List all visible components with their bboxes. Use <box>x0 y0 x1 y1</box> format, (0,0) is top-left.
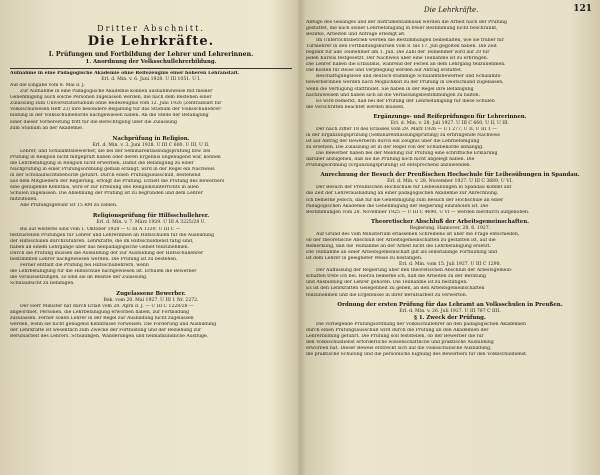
text-block-1 <box>10 71 292 132</box>
text-line: Anrechnung der Besuch der Preußischen Hochschule für Leibesübungen in Spandau. <box>320 172 580 179</box>
text-line: Religionsprüfung für Hilfsschullehrer. <box>92 213 210 220</box>
text-line: Alle Prüfungsgebühr ist 15 RM zu zahlen. <box>20 203 118 209</box>
text-line: Lehrerbildung geführt. Die Prüfung soll feststellen, ob der Bewerber die für <box>306 333 484 339</box>
text-line: Zulassung zum Universitätsstudium ohne Reifezeugnis vom 12. Juni 1926 (Zentralblatt für <box>10 101 222 107</box>
text-block-3 <box>306 114 594 170</box>
text-line: Die Kosten für Reise und Verpflegung werden auf Antrag erstattet. <box>306 68 463 74</box>
text-line: in der Ergänzungsprüfung (Seminarentlassungsprüfung) zu erbringende Nachweis <box>306 132 500 138</box>
text-line: die Zeit der Lehrerausbildung an einer pädagogischen Akademie zur Anrechnung. <box>306 191 499 197</box>
text-line: Schulaufsicht zu befähigen. <box>10 280 75 286</box>
text-line: Im Unterrichtsbetrieb werden die Bestimmungen beibehalten, wie sie früher für <box>316 38 504 44</box>
text-line: in der Schulaufsichtsbehörde geführt. Durch einen Prüfungsausschuß, bestehend <box>10 173 201 179</box>
text-line: Die vorliegende Prüfungsordnung der Volksschullehrer an den pädagogischen Akademien <box>316 321 526 327</box>
text-line: Nachprüfung in Religion. <box>112 135 190 142</box>
text-line: die Lehrbefähigung in Religion nicht erwerben. Damit die Befähigung zu einer <box>10 160 194 166</box>
text-block-2 <box>306 74 594 110</box>
text-line: Ergänzungs- und Reifeprüfungen für Lehrerinnen. <box>373 113 527 120</box>
text-block-2 <box>10 136 292 210</box>
abschnitt-heading: Dritter Abschnitt. <box>97 24 205 33</box>
right-page <box>306 0 594 475</box>
text-line: der Hilfsschulen durchzuführen. Lehrkräfte, die im Hilfsschuldienst tätig sind, <box>10 238 194 244</box>
text-line: Erl. d. Min. v. 26. Juli 1927. U III 787 C IIII. <box>399 308 501 314</box>
text-line: Es wird bemerkt, daß bei der Prüfung der Lehrbefähigung für diese Schulen <box>316 98 495 104</box>
text-line: Berufsarbeit des Lehrers. Schulungen, Wanderungen und heimatkundliche Ausflüge. <box>10 334 209 340</box>
text-line: beginnt für alle Teilnehmer am 1. Juli. Die Zahl der Teilnehmer wird auf 20 für <box>306 50 490 56</box>
text-line: die Lehrbefähigung für die Hilfsschule nachgewiesen ist. Erfüllen die Bewerber <box>10 268 197 274</box>
text-line: bestimmten Lehrer nachgewiesen werden. Die Prüfung ist zu bestehen. <box>10 256 178 262</box>
text-block-3 <box>10 213 292 287</box>
text-line: Erl. d. Min. v. 7. März 1929. U III A 3225/28 U. <box>96 220 206 226</box>
text-line: Auf Grund des vom Ministerium erlassenen Schreibens ist über die Frage entschieden, <box>316 231 520 237</box>
text-line: ist dem Lehrer in geeigneter Weise zu bestätigen. <box>306 256 423 262</box>
text-line: mitzuteilen. <box>10 197 38 203</box>
text-line: Erl. d. Min. v. 3. Juni 1928. U III C 600. U III, U II. <box>92 142 210 148</box>
text-line: angeordnet, Personen, die Lehrbefähigung erworben haben, zur Fortbildung <box>10 310 190 316</box>
text-line: bewerberinnen werden nach Möglichkeit zu der Prüfung in Deutschland zugelassen, <box>306 80 504 86</box>
text-line: Ordnung der ersten Prüfung für das Lehramt an Volksschulen in Preußen. <box>337 301 563 308</box>
text-line: die Voraussetzungen, so sind sie im Besitze der Zulassung. <box>10 274 148 280</box>
text-line: erworben hat. Dieser Beweis erstreckt sich auf die volksschulische Ausbildung, <box>306 345 492 351</box>
text-line: eine genügende Kenntnis, wird er zur Erteilung des Religionsunterrichts in allen <box>10 185 199 191</box>
running-header <box>306 4 594 16</box>
text-line: Regierung. Hannover, 28. 6. 1927. <box>409 225 491 231</box>
text-line: Erl. d. Min. v. 28. Juli 1927. U III C 660, U II, U III. <box>390 120 510 126</box>
text-line: Pädagogischen Akademie die Genehmigung der Regierung einzuholen ist. Die <box>306 203 489 209</box>
page-number: 121 <box>573 4 592 14</box>
text-line: Genehmigung auch solche Personen zugelassen werden, die nach dem Bestehen einer <box>10 95 212 101</box>
subsection-heading: 1. Anordnung der Volksschullehrerbildung. <box>85 59 217 65</box>
text-line: haben an einem Lehrgange über das heilpädagogische Gebiet teilzunehmen. <box>10 244 190 250</box>
text-line: ist auf Antrag der Bewerberin durch ein Zeugnis über die Lehrbefähigung <box>306 139 480 144</box>
left-page <box>10 0 292 475</box>
text-line: der Lehrkräfte ist wesentlich zum Zwecke der Fortbildung und der Beziehung zur <box>10 328 202 334</box>
text-line: Ich bemerke jedoch, daß für die Genehmigung zum Besuch der Hochschule an einer <box>306 197 504 203</box>
text-line: nachzuweisen und haben sich an die Verfassungsbestimmungen zu halten. <box>306 92 481 98</box>
text-line: Nachprüfung in einer Prüfungsordnung gemäß erlangt, wird in der Regel ein Nachweis <box>10 166 215 172</box>
text-block-4 <box>306 172 594 215</box>
text-line: die praktische Schulung und die persönliche Eignung des Bewerbers für den Volksschuldienst. <box>306 351 528 357</box>
text-line: ob der theoretische Abschluß der Arbeitsgemeinschaften zu gestatten ist, auf die <box>306 237 496 243</box>
text-line: die Vorschriften beachtet werden müssen. <box>306 104 405 110</box>
text-line: Die Teilnahme an einer Arbeitsgemeinschaft gilt als selbständige Fortbildung und <box>306 250 498 256</box>
text-line: Erl. d. Min. v. 6. Juni 1928. U III 1051. U I. <box>101 77 201 83</box>
text-line: Ferner entfällt die Prüfung bei Hilfsschullehrern, wenn <box>20 262 149 268</box>
text-line: Bis auf weiteres sind vom 1. Oktober 1928 — U III A 1339, U III C — <box>20 226 181 232</box>
text-line: zum Studium an der Akademie. <box>10 125 84 131</box>
text-line: Die Lehrer haben die Erlaubnis, während der Ferien an dem Lehrgang teilzunehmen. <box>306 62 506 68</box>
text-line: Durch die Prüfung müssen die Ausbildung der zur Ausbildung der Hilfsschullehrer <box>10 250 204 256</box>
text-line: Bezirke, Arbeiten und Anträge erledigt ist. <box>306 32 406 38</box>
text-line: Der Besuch der Preußischen Hochschule für Leibesübungen in Spandau kommt auf <box>316 185 512 191</box>
text-line: und Ausbildung der Lehrer gehören. Die Teilnahme ist zu bestätigen. <box>306 280 468 286</box>
text-line: Der Herr Minister hat durch Erlaß vom 28. April d. J. — U III C 1228/28 — <box>20 304 194 310</box>
chapter-title: Die Lehrkräfte. <box>87 34 215 49</box>
text-line: schaften trete ich bei. Hierzu bemerke ich, daß die Arbeiten zu der Beratung <box>306 274 486 280</box>
divider <box>10 68 292 69</box>
text-line: Der Auffassung der Regierung über den theoretischen Abschluß der Arbeitsgemein- <box>316 268 513 274</box>
text-line: gestattet, die nach seiner Lehrbefähigung in freier Bestimmung nicht beschränkt, <box>306 26 498 32</box>
text-line: Erl. d. Min. vom 15. Juli 1927. U III C 1290. <box>399 262 501 268</box>
text-line: Volksschulwesen Heft 23) ihre besondere Begabung für das Studium der Volksschullehrer- <box>10 107 222 113</box>
text-block-1 <box>306 20 594 74</box>
text-line: Abfuge des Gesanges und der Instrumentalmusik werden die Arbeit nach der Prüfung <box>306 20 507 25</box>
text-line: aus dem Mitgliedern der Regierung, erfolgt die Prüfung. Erzielt die Prüfung des Bewerbers <box>10 179 225 185</box>
text-line: Die Bewerber haben bei der Meldung zur Prüfung eine schriftliche Erklärung <box>316 151 498 157</box>
text-line: Der nach Ziffer 18 des Erlasses vom 29. März 1926 — U I 277, U II, U III 1 — <box>316 126 497 132</box>
text-line: Lehrer, und Schulamtsbewerber, die bei der Seminarentlassungsprüfung bzw. bei <box>20 148 211 154</box>
text-line: Schulen zugelassen. Die Ablehnung der Prüfung ist zu begründen und dem Lehrer <box>10 191 203 197</box>
text-block-6 <box>306 302 594 358</box>
text-line: werden, wenn sie nicht genügend Kenntnisse vorweisen. Die Förderung und Ausbildung <box>10 322 217 328</box>
text-line: zu ersetzen. Die Zulassung ist in der Regel von der Schulbehörde abhängig. <box>306 145 484 151</box>
text-line: Es ist den Lehrkräften Gelegenheit zu geben, an den Arbeitsgemeinschaften <box>306 286 485 292</box>
text-line: festzustellen Prüfungen für Lehrer und Lehrerinnen an Hilfsschulen für die Ausbildung <box>10 232 215 238</box>
text-line: Turnlehrer in den Fortbildungskursen vom 8. bis 17. Juli gegolten haben. Die Zeit <box>306 44 497 50</box>
text-line: § 1. Zweck der Prüfung. <box>414 314 486 321</box>
text-line: Bestimmungen vom 28. November 1925 — U III C 4690, U VI — werden hierdurch aufgehoben. <box>306 209 530 215</box>
text-line: Auf die Eingabe vom 8. Mai d. J. <box>10 83 85 89</box>
text-line: zuzulassen. Ferner sollen Lehrer in der Regel zur Ausbildung nicht zugelassen <box>10 316 194 322</box>
text-line: den Volksschuldienst erforderliche wissenschaftliche und praktische Ausbildung <box>306 339 494 345</box>
text-line: Prüfungsordnung (Ergänzungsprüfung) ist entsprechend anzuwenden. <box>306 163 472 169</box>
text-block-4 <box>10 291 292 340</box>
text-line: Theoretischer Abschluß der Arbeitsgemeinschaften. <box>370 218 530 225</box>
text-line: teilzunehmen und die Ergebnisse in ihrer Berufsarbeit zu verwerten. <box>306 292 468 298</box>
text-line: einer dieser Vorbereitung tritt für die Berechtigung über die Zulassung <box>10 119 177 125</box>
text-block-5 <box>306 219 594 299</box>
text-line: Erl. d. Min. v. 28. November 1927. U III C 3689, U VI. <box>387 179 513 185</box>
text-line: darüber abzugeben, daß sie die Prüfung noch nicht abgelegt haben. Die <box>306 157 475 163</box>
text-line: Beschäftigungslose und deutsch-stämmige Schulamtsbewerber und Schulamts- <box>316 74 502 80</box>
text-line: Prüfung in Religion nicht mitgeprüft haben oder deren Ergebnis ungenügend war, können <box>10 154 221 160</box>
text-line: Bemerkung, daß die Teilnahme an der Arbeit nicht die Lehrbefähigung ersetzt. <box>306 243 491 249</box>
text-line: jeden Kursus festgesetzt. Der Nachweis über eine Teilnahme ist zu erbringen. <box>306 56 489 62</box>
section-heading: I. Prüfungen und Fortbildung der Lehrer und Lehrerinnen. <box>48 51 254 58</box>
running-title: Die Lehrkräfte. <box>424 6 479 14</box>
text-line: durch einen Prüfungsausschuß wird durch die Prüfung an den Akademien der <box>306 327 489 333</box>
text-line: bildung in der Volksschulbehörde nachgewiesen haben. An die Stelle der Befähigung <box>10 113 209 119</box>
text-line: Zur Aufnahme in eine Pädagogische Akademie können ausnahmsweise mit meiner <box>20 89 213 95</box>
text-line: Aufnahme in eine Pädagogische Akademie ohne Reifezeugnis einer höheren Lehranstalt. <box>10 71 240 76</box>
text-line: Zugelassene Bewerber. <box>116 290 186 297</box>
text-line: Bek. vom 20. Mai 1927. U III 1 Nr. 2272. <box>103 297 199 303</box>
text-line: wenn die Verfügung stattfindet. Sie haben in der Regel ihre Befähigung <box>306 86 474 92</box>
